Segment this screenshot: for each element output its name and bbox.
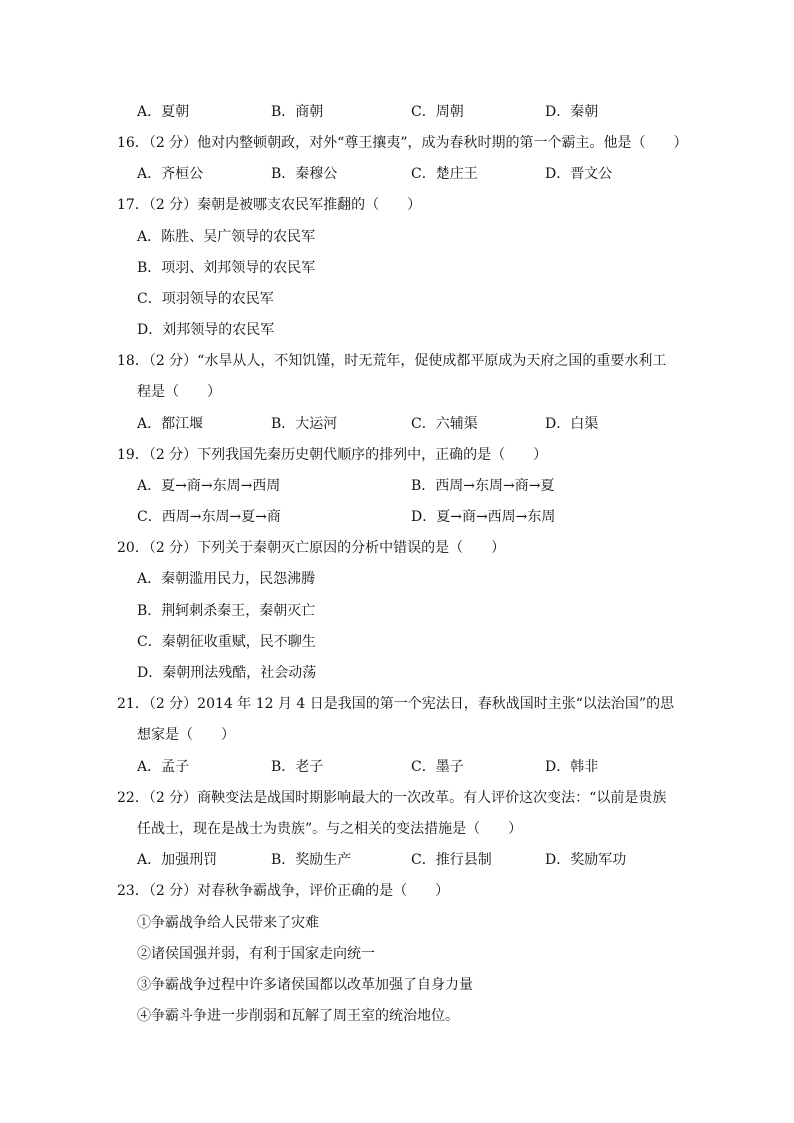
q23-item-1: ①争霸战争给人民带来了灾难: [137, 915, 319, 931]
q16-option-d: D．晋文公: [545, 166, 613, 182]
q21-option-a: A．孟子: [137, 759, 190, 775]
q22-option-d: D．奖励军功: [545, 852, 627, 868]
q22-option-a: A．加强刑罚: [137, 852, 218, 868]
q21-stem: 21．（2 分）2014 年 12 月 4 日是我国的第一个宪法日，春秋战国时主张“以法治国”的思: [117, 696, 675, 712]
q16-stem: 16．（2 分）他对内整顿朝政，对外“尊王攘夷”，成为春秋时期的第一个霸主。他是（ ）: [117, 135, 688, 151]
q23-item-3: ③争霸战争过程中许多诸侯国都以改革加强了自身力量: [137, 977, 473, 993]
q23-item-2: ②诸侯国强并弱，有利于国家走向统一: [137, 946, 375, 962]
q23-item-4: ④争霸斗争进一步削弱和瓦解了周王室的统治地位。: [137, 1008, 459, 1024]
q17-option-b: B．项羽、刘邦领导的农民军: [137, 260, 316, 276]
q16-option-b: B．秦穆公: [271, 166, 338, 182]
q19-option-d: D．夏→商→西周→东周: [411, 509, 556, 525]
q16-option-c: C．楚庄王: [411, 166, 478, 182]
q18-option-a: A．都江堰: [137, 416, 204, 432]
q21-option-b: B．老子: [271, 759, 324, 775]
q20-option-b: B．荆轲刺杀秦王，秦朝灭亡: [137, 603, 316, 619]
q15-option-a: A．夏朝: [137, 104, 190, 120]
q15-option-c: C．周朝: [411, 104, 464, 120]
q17-option-d: D．刘邦领导的农民军: [137, 322, 275, 338]
q18-stem: 18．（2 分）“水旱从人，不知饥馑，时无荒年，促使成都平原成为天府之国的重要水利工: [117, 353, 667, 369]
q17-stem: 17．（2 分）秦朝是被哪支农民军推翻的（ ）: [117, 197, 422, 213]
q21-stem-continued: 想家是（ ）: [137, 727, 235, 743]
q22-stem-continued: 任战士，现在是战士为贵族”。与之相关的变法措施是（ ）: [137, 821, 523, 837]
q17-option-c: C．项羽领导的农民军: [137, 291, 274, 307]
q20-option-d: D．秦朝刑法残酷，社会动荡: [137, 665, 317, 681]
q22-stem: 22．（2 分）商鞅变法是战国时期影响最大的一次改革。有人评价这次变法：“以前是贵族: [117, 790, 667, 806]
q22-option-c: C．推行县制: [411, 852, 492, 868]
q19-option-b: B．西周→东周→商→夏: [411, 478, 555, 494]
q20-option-a: A．秦朝滥用民力，民怨沸腾: [137, 571, 316, 587]
q19-option-c: C．西周→东周→夏→商: [137, 509, 281, 525]
q21-option-d: D．韩非: [545, 759, 599, 775]
q17-option-a: A．陈胜、吴广领导的农民军: [137, 229, 316, 245]
q20-option-c: C．秦朝征收重赋，民不聊生: [137, 634, 316, 650]
q22-option-b: B．奖励生产: [271, 852, 352, 868]
q19-stem: 19．（2 分）下列我国先秦历史朝代顺序的排列中，正确的是（ ）: [117, 447, 548, 463]
q15-option-b: B．商朝: [271, 104, 324, 120]
q18-option-b: B．大运河: [271, 416, 338, 432]
q15-option-d: D．秦朝: [545, 104, 599, 120]
q23-stem: 23．（2 分）对春秋争霸战争，评价正确的是（ ）: [117, 883, 450, 899]
q19-option-a: A．夏→商→东周→西周: [137, 478, 281, 494]
q16-option-a: A．齐桓公: [137, 166, 204, 182]
q20-stem: 20．（2 分）下列关于秦朝灭亡原因的分析中错误的是（ ）: [117, 540, 506, 556]
q21-option-c: C．墨子: [411, 759, 464, 775]
q18-option-d: D．白渠: [545, 416, 599, 432]
q18-stem-continued: 程是（ ）: [137, 384, 221, 400]
q18-option-c: C．六辅渠: [411, 416, 478, 432]
